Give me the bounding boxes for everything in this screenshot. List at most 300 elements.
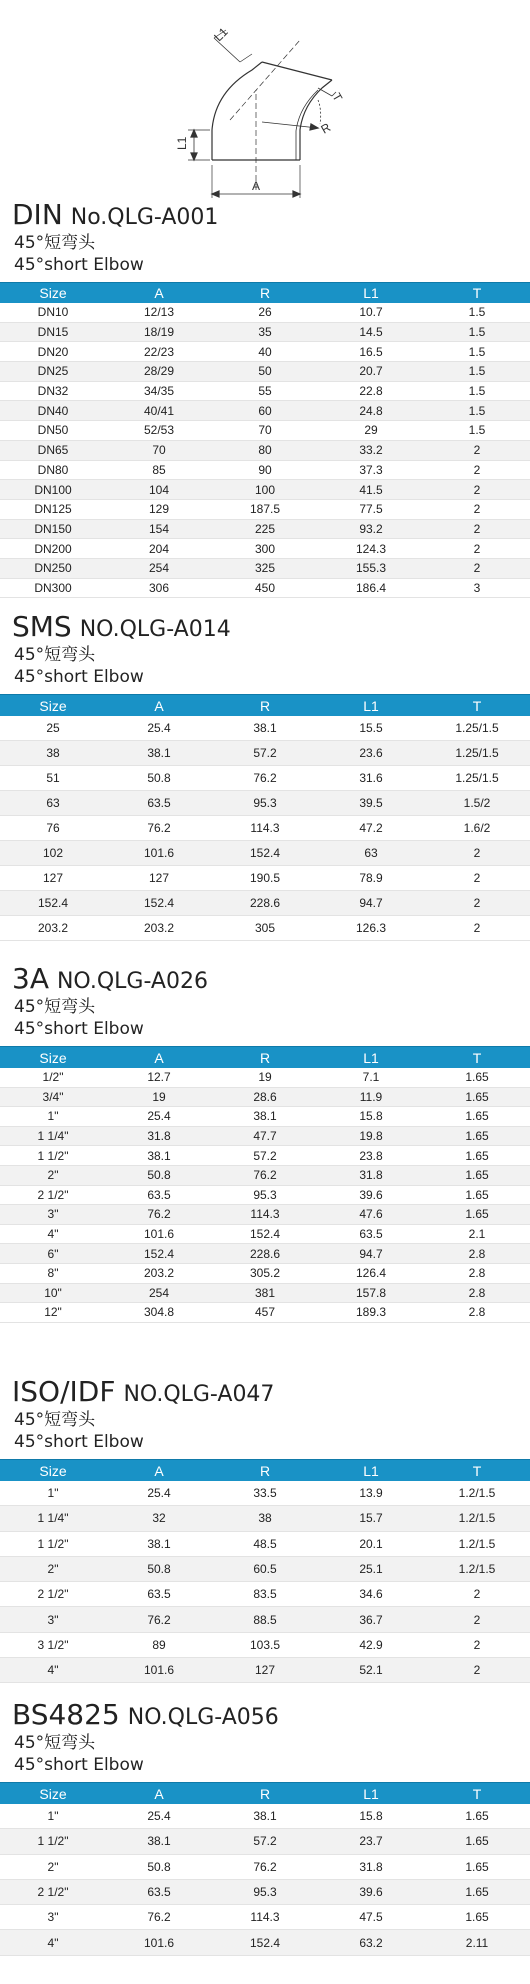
- table-cell: 24.8: [318, 401, 424, 421]
- table-cell: 13.9: [318, 1481, 424, 1506]
- table-cell: 10": [0, 1283, 106, 1303]
- table-row: [0, 1303, 530, 1323]
- subtitle-cn: 45°短弯头: [14, 1410, 96, 1430]
- table-cell: 127: [0, 866, 106, 891]
- table-cell: DN80: [0, 460, 106, 480]
- table-cell: 83.5: [212, 1582, 318, 1607]
- table-cell: 381: [212, 1283, 318, 1303]
- table-cell: 254: [106, 1283, 212, 1303]
- subtitle-en: 45°short Elbow: [14, 1019, 144, 1039]
- column-header: T: [424, 695, 530, 717]
- column-header: R: [212, 1460, 318, 1482]
- table-cell: 129: [106, 499, 212, 519]
- column-header: R: [212, 1047, 318, 1069]
- table-cell: 3: [424, 578, 530, 598]
- table-cell: 204: [106, 539, 212, 559]
- table-cell: 22.8: [318, 381, 424, 401]
- table-row: [0, 539, 530, 559]
- table-cell: 2 1/2": [0, 1582, 106, 1607]
- table-cell: 50.8: [106, 1556, 212, 1581]
- table-row: [0, 558, 530, 578]
- table-cell: 8": [0, 1263, 106, 1283]
- standard-heading: [0, 198, 530, 232]
- table-cell: 2.8: [424, 1263, 530, 1283]
- standard-title: [12, 962, 208, 999]
- table-cell: 47.2: [318, 816, 424, 841]
- table-cell: 15.8: [318, 1804, 424, 1829]
- table-header-row: [0, 1783, 530, 1805]
- table-cell: 38.1: [212, 1107, 318, 1127]
- column-header: L1: [318, 695, 424, 717]
- table-cell: 2 1/2": [0, 1879, 106, 1904]
- subtitle-en: 45°short Elbow: [14, 1755, 144, 1775]
- table-cell: 19: [212, 1068, 318, 1087]
- table-cell: 254: [106, 558, 212, 578]
- table-cell: 1.65: [424, 1068, 530, 1087]
- standard-name: ISO/IDF: [12, 1375, 116, 1408]
- standard-title: [12, 610, 231, 647]
- column-header: Size: [0, 695, 106, 717]
- table-cell: 203.2: [106, 916, 212, 941]
- table-row: [0, 499, 530, 519]
- diagram-label-r: R: [318, 120, 334, 137]
- table-cell: 78.9: [318, 866, 424, 891]
- table-cell: 1.65: [424, 1205, 530, 1225]
- standard-name: SMS: [12, 610, 72, 643]
- table-cell: DN10: [0, 303, 106, 322]
- table-row: [0, 1905, 530, 1930]
- table-cell: 1.5: [424, 362, 530, 382]
- table-cell: 457: [212, 1303, 318, 1323]
- table-cell: 2.8: [424, 1244, 530, 1264]
- table-cell: 2: [424, 499, 530, 519]
- column-header: Size: [0, 283, 106, 304]
- table-row: [0, 1244, 530, 1264]
- table-cell: 76.2: [212, 766, 318, 791]
- table-header-row: [0, 1460, 530, 1482]
- table-row: [0, 1185, 530, 1205]
- table-cell: 1.65: [424, 1165, 530, 1185]
- product-code: NO.QLG-A056: [127, 1705, 279, 1730]
- table-cell: 94.7: [318, 891, 424, 916]
- standard-heading: [0, 1375, 530, 1409]
- table-cell: 1": [0, 1481, 106, 1506]
- table-cell: 63.2: [318, 1930, 424, 1955]
- table-cell: 2: [424, 841, 530, 866]
- table-cell: 57.2: [212, 1146, 318, 1166]
- table-row: [0, 866, 530, 891]
- table-row: [0, 342, 530, 362]
- table-cell: 126.3: [318, 916, 424, 941]
- table-cell: DN25: [0, 362, 106, 382]
- table-cell: 2.11: [424, 1930, 530, 1955]
- product-code: NO.QLG-A047: [123, 1382, 275, 1407]
- table-cell: 1.2/1.5: [424, 1506, 530, 1531]
- table-cell: 2: [424, 1582, 530, 1607]
- table-cell: 1/2": [0, 1068, 106, 1087]
- table-cell: 15.7: [318, 1506, 424, 1531]
- table-cell: 39.5: [318, 791, 424, 816]
- standard-name: BS4825: [12, 1698, 120, 1731]
- table-cell: 38.1: [106, 1531, 212, 1556]
- table-cell: 3": [0, 1607, 106, 1632]
- table-cell: 28.6: [212, 1087, 318, 1107]
- table-cell: 94.7: [318, 1244, 424, 1264]
- table-cell: 1.65: [424, 1126, 530, 1146]
- table-cell: 38.1: [106, 1146, 212, 1166]
- table-cell: 2: [424, 480, 530, 500]
- table-row: [0, 1481, 530, 1506]
- table-cell: 1.5: [424, 342, 530, 362]
- table-cell: 114.3: [212, 1205, 318, 1225]
- table-cell: 28/29: [106, 362, 212, 382]
- table-cell: 1.5: [424, 401, 530, 421]
- table-cell: 186.4: [318, 578, 424, 598]
- table-cell: 152.4: [106, 891, 212, 916]
- diagram-label-a: A: [252, 179, 261, 193]
- table-row: [0, 421, 530, 441]
- table-cell: 1.25/1.5: [424, 741, 530, 766]
- table-cell: 29: [318, 421, 424, 441]
- spec-table: [0, 1046, 530, 1323]
- table-cell: 127: [212, 1658, 318, 1683]
- table-cell: 25.4: [106, 1481, 212, 1506]
- table-cell: 228.6: [212, 1244, 318, 1264]
- table-cell: 32: [106, 1506, 212, 1531]
- table-cell: 1.65: [424, 1905, 530, 1930]
- table-cell: 25.4: [106, 1107, 212, 1127]
- column-header: R: [212, 1783, 318, 1805]
- table-cell: 31.8: [318, 1165, 424, 1185]
- table-cell: 2": [0, 1165, 106, 1185]
- table-cell: DN20: [0, 342, 106, 362]
- column-header: L1: [318, 283, 424, 304]
- column-header: A: [106, 1460, 212, 1482]
- table-cell: 225: [212, 519, 318, 539]
- table-cell: 18/19: [106, 322, 212, 342]
- table-cell: 189.3: [318, 1303, 424, 1323]
- table-cell: 114.3: [212, 816, 318, 841]
- table-cell: 190.5: [212, 866, 318, 891]
- table-cell: 12": [0, 1303, 106, 1323]
- table-row: [0, 401, 530, 421]
- product-code: NO.QLG-A014: [79, 617, 231, 642]
- table-cell: 2: [424, 440, 530, 460]
- table-cell: 33.2: [318, 440, 424, 460]
- table-row: [0, 480, 530, 500]
- table-cell: 304.8: [106, 1303, 212, 1323]
- table-cell: 1.5: [424, 381, 530, 401]
- table-cell: 228.6: [212, 891, 318, 916]
- spec-table: [0, 1782, 530, 1956]
- table-cell: 1.25/1.5: [424, 766, 530, 791]
- table-cell: 90: [212, 460, 318, 480]
- table-cell: 152.4: [0, 891, 106, 916]
- product-code: No.QLG-A001: [70, 205, 219, 230]
- spec-section: [0, 198, 530, 595]
- table-row: [0, 716, 530, 741]
- table-cell: 63.5: [106, 1185, 212, 1205]
- standard-title: [12, 198, 218, 235]
- table-cell: 80: [212, 440, 318, 460]
- table-cell: 1 1/4": [0, 1126, 106, 1146]
- table-row: [0, 1854, 530, 1879]
- table-header-row: [0, 1047, 530, 1069]
- column-header: A: [106, 1047, 212, 1069]
- table-cell: 40: [212, 342, 318, 362]
- table-row: [0, 916, 530, 941]
- product-code: NO.QLG-A026: [56, 969, 208, 994]
- table-row: [0, 1607, 530, 1632]
- table-cell: 2": [0, 1556, 106, 1581]
- table-cell: 37.3: [318, 460, 424, 480]
- table-cell: 3 1/2": [0, 1632, 106, 1657]
- table-row: [0, 1087, 530, 1107]
- table-cell: 16.5: [318, 342, 424, 362]
- table-cell: 76.2: [106, 816, 212, 841]
- table-row: [0, 1930, 530, 1955]
- spec-table: [0, 282, 530, 598]
- table-cell: 152.4: [212, 1930, 318, 1955]
- table-cell: 152.4: [106, 1244, 212, 1264]
- table-cell: 60.5: [212, 1556, 318, 1581]
- table-cell: 3/4": [0, 1087, 106, 1107]
- table-cell: 11.9: [318, 1087, 424, 1107]
- table-cell: 2.8: [424, 1283, 530, 1303]
- table-cell: 1.65: [424, 1829, 530, 1854]
- table-row: [0, 440, 530, 460]
- table-cell: 1.65: [424, 1854, 530, 1879]
- table-cell: 47.7: [212, 1126, 318, 1146]
- table-cell: 2: [424, 1607, 530, 1632]
- table-row: [0, 1126, 530, 1146]
- table-cell: 1.6/2: [424, 816, 530, 841]
- table-cell: DN100: [0, 480, 106, 500]
- table-cell: DN40: [0, 401, 106, 421]
- table-cell: 7.1: [318, 1068, 424, 1087]
- table-cell: 63: [318, 841, 424, 866]
- table-cell: 23.6: [318, 741, 424, 766]
- table-cell: 48.5: [212, 1531, 318, 1556]
- table-cell: 1.65: [424, 1804, 530, 1829]
- table-cell: 38: [0, 741, 106, 766]
- subtitle-cn: 45°短弯头: [14, 645, 96, 665]
- table-cell: 1.65: [424, 1087, 530, 1107]
- table-cell: 2: [424, 519, 530, 539]
- standard-heading: [0, 962, 530, 996]
- table-row: [0, 1829, 530, 1854]
- spec-section: [0, 1698, 530, 1950]
- table-cell: 12/13: [106, 303, 212, 322]
- table-cell: 15.5: [318, 716, 424, 741]
- table-row: [0, 578, 530, 598]
- table-header-row: [0, 695, 530, 717]
- table-cell: 101.6: [106, 1224, 212, 1244]
- column-header: Size: [0, 1047, 106, 1069]
- table-row: [0, 741, 530, 766]
- table-cell: DN15: [0, 322, 106, 342]
- table-row: [0, 1283, 530, 1303]
- table-cell: 3": [0, 1205, 106, 1225]
- table-cell: 3": [0, 1905, 106, 1930]
- table-row: [0, 519, 530, 539]
- table-cell: 52.1: [318, 1658, 424, 1683]
- table-cell: 2": [0, 1854, 106, 1879]
- table-cell: 76.2: [106, 1905, 212, 1930]
- table-cell: 85: [106, 460, 212, 480]
- spec-table: [0, 694, 530, 941]
- table-cell: 154: [106, 519, 212, 539]
- table-cell: 26: [212, 303, 318, 322]
- table-cell: 51: [0, 766, 106, 791]
- table-cell: 1.25/1.5: [424, 716, 530, 741]
- table-cell: 127: [106, 866, 212, 891]
- table-cell: 101.6: [106, 1930, 212, 1955]
- table-cell: 1": [0, 1107, 106, 1127]
- table-cell: 4": [0, 1930, 106, 1955]
- table-cell: 76: [0, 816, 106, 841]
- table-cell: 20.7: [318, 362, 424, 382]
- table-cell: 39.6: [318, 1879, 424, 1904]
- column-header: Size: [0, 1783, 106, 1805]
- table-cell: 41.5: [318, 480, 424, 500]
- elbow-drawing: [0, 0, 530, 212]
- table-row: [0, 1658, 530, 1683]
- table-header-row: [0, 283, 530, 304]
- spec-table: [0, 1459, 530, 1683]
- subtitle-en: 45°short Elbow: [14, 1432, 144, 1452]
- table-cell: 10.7: [318, 303, 424, 322]
- column-header: T: [424, 1047, 530, 1069]
- table-cell: 306: [106, 578, 212, 598]
- table-cell: 50.8: [106, 766, 212, 791]
- table-cell: 50.8: [106, 1854, 212, 1879]
- spec-section: [0, 962, 530, 1320]
- column-header: R: [212, 283, 318, 304]
- table-cell: 95.3: [212, 1879, 318, 1904]
- table-cell: 2: [424, 891, 530, 916]
- table-cell: 2: [424, 916, 530, 941]
- table-cell: 203.2: [106, 1263, 212, 1283]
- table-cell: 63.5: [106, 1582, 212, 1607]
- table-row: [0, 1263, 530, 1283]
- table-cell: 104: [106, 480, 212, 500]
- table-cell: 2.8: [424, 1303, 530, 1323]
- column-header: T: [424, 1783, 530, 1805]
- table-row: [0, 1506, 530, 1531]
- table-cell: 1.65: [424, 1879, 530, 1904]
- table-cell: 1 1/2": [0, 1531, 106, 1556]
- table-cell: 42.9: [318, 1632, 424, 1657]
- table-cell: 1.5: [424, 303, 530, 322]
- column-header: A: [106, 283, 212, 304]
- table-cell: 1 1/2": [0, 1829, 106, 1854]
- table-cell: 63.5: [318, 1224, 424, 1244]
- table-cell: 77.5: [318, 499, 424, 519]
- table-cell: 450: [212, 578, 318, 598]
- table-cell: 6": [0, 1244, 106, 1264]
- table-cell: 55: [212, 381, 318, 401]
- table-cell: 38.1: [212, 1804, 318, 1829]
- table-cell: 152.4: [212, 841, 318, 866]
- table-cell: DN200: [0, 539, 106, 559]
- table-cell: 57.2: [212, 741, 318, 766]
- table-cell: 33.5: [212, 1481, 318, 1506]
- table-cell: 1.5: [424, 421, 530, 441]
- table-row: [0, 816, 530, 841]
- table-row: [0, 362, 530, 382]
- table-cell: 1 1/2": [0, 1146, 106, 1166]
- table-cell: 36.7: [318, 1607, 424, 1632]
- table-cell: 25.4: [106, 716, 212, 741]
- table-cell: 38.1: [106, 741, 212, 766]
- table-cell: 47.5: [318, 1905, 424, 1930]
- table-cell: 1.5: [424, 322, 530, 342]
- table-cell: 34.6: [318, 1582, 424, 1607]
- table-cell: DN300: [0, 578, 106, 598]
- diagram-label-l1-left: L1: [175, 136, 189, 150]
- table-cell: 23.7: [318, 1829, 424, 1854]
- table-cell: 95.3: [212, 1185, 318, 1205]
- table-cell: 47.6: [318, 1205, 424, 1225]
- table-cell: 63.5: [106, 1879, 212, 1904]
- standard-name: DIN: [12, 198, 63, 231]
- table-cell: 300: [212, 539, 318, 559]
- table-cell: 38.1: [212, 716, 318, 741]
- table-cell: 76.2: [212, 1854, 318, 1879]
- column-header: A: [106, 695, 212, 717]
- table-row: [0, 1224, 530, 1244]
- table-cell: 305.2: [212, 1263, 318, 1283]
- table-cell: 95.3: [212, 791, 318, 816]
- table-cell: 22/23: [106, 342, 212, 362]
- table-cell: 76.2: [106, 1205, 212, 1225]
- table-cell: 155.3: [318, 558, 424, 578]
- elbow-diagram: [0, 0, 530, 212]
- table-cell: 187.5: [212, 499, 318, 519]
- table-cell: 50.8: [106, 1165, 212, 1185]
- column-header: T: [424, 283, 530, 304]
- table-cell: 50: [212, 362, 318, 382]
- table-row: [0, 891, 530, 916]
- subtitle-en: 45°short Elbow: [14, 667, 144, 687]
- table-row: [0, 1068, 530, 1087]
- table-cell: 4": [0, 1224, 106, 1244]
- column-header: Size: [0, 1460, 106, 1482]
- table-row: [0, 791, 530, 816]
- table-cell: 70: [212, 421, 318, 441]
- table-cell: 31.8: [318, 1854, 424, 1879]
- standard-title: [12, 1698, 279, 1735]
- standard-heading: [0, 1698, 530, 1732]
- table-row: [0, 1582, 530, 1607]
- table-cell: 52/53: [106, 421, 212, 441]
- table-cell: 25.1: [318, 1556, 424, 1581]
- table-cell: 88.5: [212, 1607, 318, 1632]
- table-cell: 2: [424, 1658, 530, 1683]
- table-cell: 100: [212, 480, 318, 500]
- table-row: [0, 841, 530, 866]
- table-cell: 31.8: [106, 1126, 212, 1146]
- table-cell: 1.2/1.5: [424, 1531, 530, 1556]
- column-header: R: [212, 695, 318, 717]
- column-header: T: [424, 1460, 530, 1482]
- table-cell: 76.2: [212, 1165, 318, 1185]
- table-cell: 34/35: [106, 381, 212, 401]
- table-cell: 1.5/2: [424, 791, 530, 816]
- table-cell: 126.4: [318, 1263, 424, 1283]
- table-row: [0, 1146, 530, 1166]
